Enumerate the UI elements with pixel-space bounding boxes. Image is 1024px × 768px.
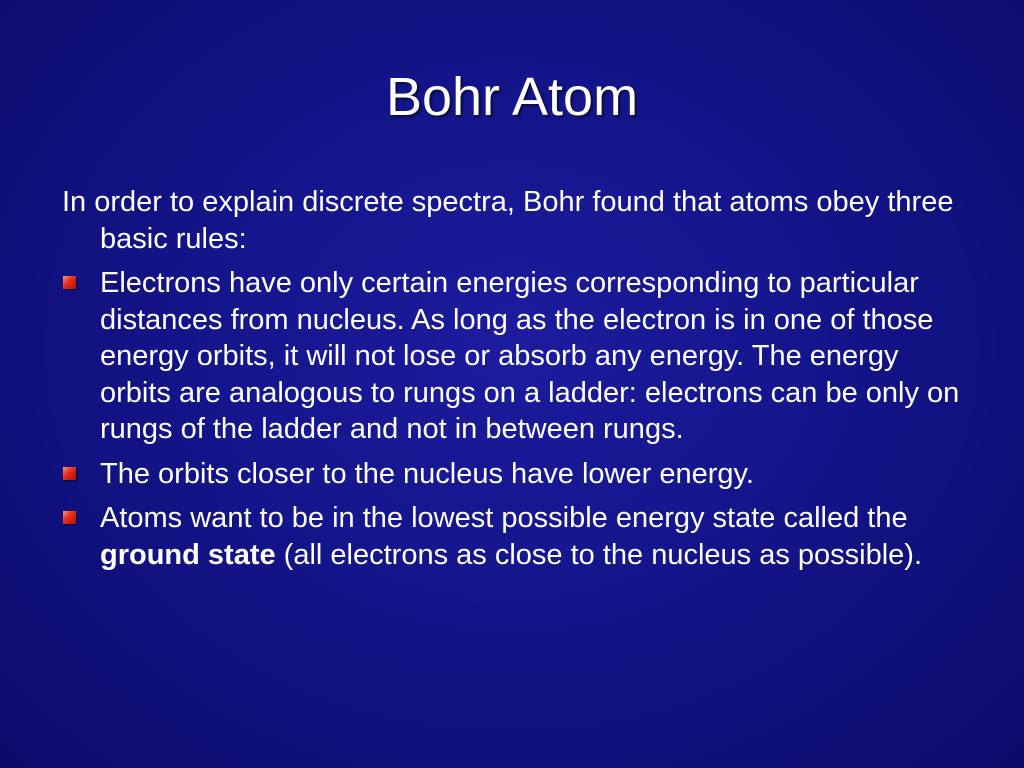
bullet-item-2 — [62, 456, 972, 493]
slide-body — [62, 184, 972, 581]
bullet-text — [100, 502, 922, 571]
bullet-item-1 — [62, 265, 972, 448]
intro-paragraph: In order to explain discrete spectra, Bohr found that atoms obey three basic rules: — [62, 186, 954, 255]
bullet-item-3 — [62, 500, 972, 573]
slide-title: Bohr Atom — [385, 67, 639, 127]
bullet-text-before: Atoms want to be in the lowest possible energy state called the — [100, 502, 908, 534]
square-bullet-icon — [63, 276, 76, 289]
square-bullet-icon — [63, 467, 76, 480]
bullet-text: Electrons have only certain energies corresponding to particular distances from nucleus. As long as the electron is in one of those energy orbits, it will not lose or absorb any energy. The energy orbits are analogous to rungs on a ladder: electrons can be only on rungs of the ladder and not in between rungs. — [100, 267, 960, 445]
bullet-text-after: (all electrons as close to the nucleus as possible). — [275, 538, 923, 571]
ground-state-term: ground state — [100, 538, 276, 571]
bullet-text: The orbits closer to the nucleus have lower energy. — [100, 457, 754, 490]
square-bullet-icon — [63, 511, 76, 524]
